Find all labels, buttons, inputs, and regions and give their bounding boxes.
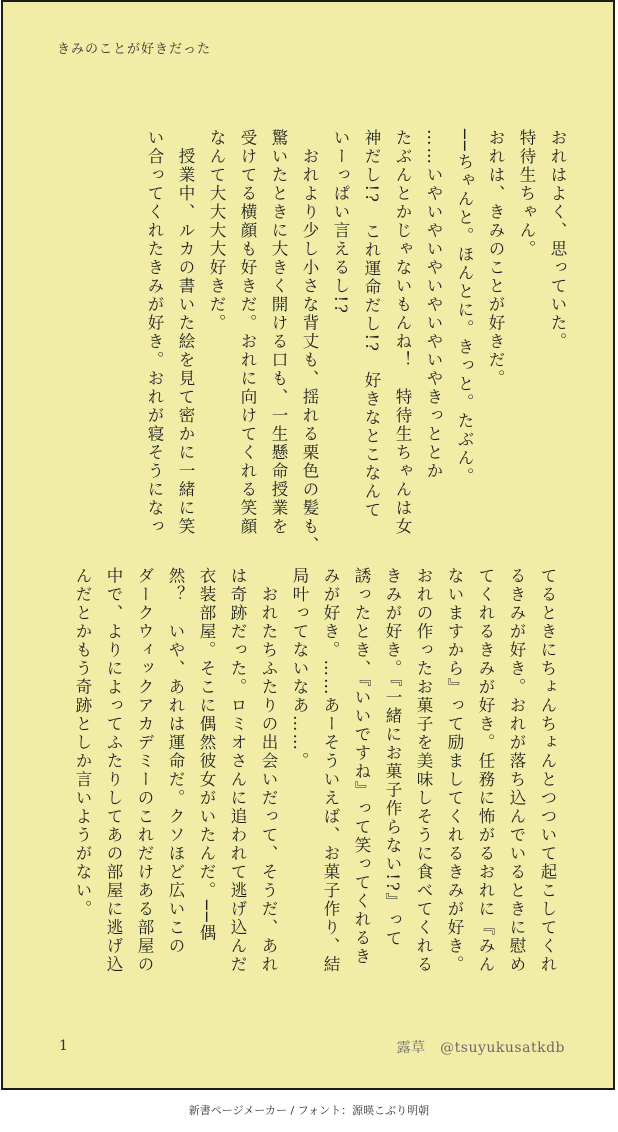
author-credit: 露草 @tsuyukusatkdb: [396, 1040, 565, 1056]
footer-caption: 新書ページメーカー / フォント：源暎こぶり明朝: [188, 1104, 430, 1117]
novel-page: [1, 0, 615, 1090]
page-number: 1: [59, 1038, 68, 1054]
lower-text-block: てるときにちょんちょんとつついて起こしてくれ るきみが好き。おれが落ち込んでいるときに慰め てくれるきみが好き。任務に怖がるおれに『みん ないますから』って励ましてくれるきみが好き。 おれの作ったお菓子を美味しそうに食べてくれる きみが好き。『一緒にお菓子作らない!?』って 誘ったとき、『いいですね』って笑ってくれるき みが好き。……あーそういえば、お菓子作り、結 局叶ってないなあ……。 おれたちふたりの出会いだって、そうだ、あれ は奇跡だった。ロミオさんに追われて逃げ込んだ 衣装部屋。そこに偶然彼女がいたんだ。──偶 然？ いや、あれは運命だ。クソほど広いこの ダークウィックアカデミーのこれだけある部屋の 中で、よりによってふたりしてあの部屋に逃げ込 んだとかもう奇跡としか言いようがない。: [73, 567, 557, 974]
page-header-title: きみのことが好きだった: [57, 42, 212, 57]
upper-text-block: おれはよく、思っていた。 特待生ちゃん。 おれは、きみのことが好きだ。 ──ちゃんと。ほんとに。きっと。たぶん。 ……いやいやいやいやいやいやきっととか たぶんとかじゃないもんね！ 特待生ちゃんは女 神だし!? これ運命だし!? 好きなとこなんて いーっぱい言えるし!? おれより少し小さな背丈も、揺れる栗色の髪も、 驚いたときに大きく開ける口も、一生懸命授業を 受けてる横顔も好きだ。おれに向けてくれる笑顔 なんて大大大大好きだ。 授業中、ルカの書いた絵を見て密かに一緒に笑 い合ってくれたきみが好き。おれが寝そうになっ: [145, 129, 567, 555]
